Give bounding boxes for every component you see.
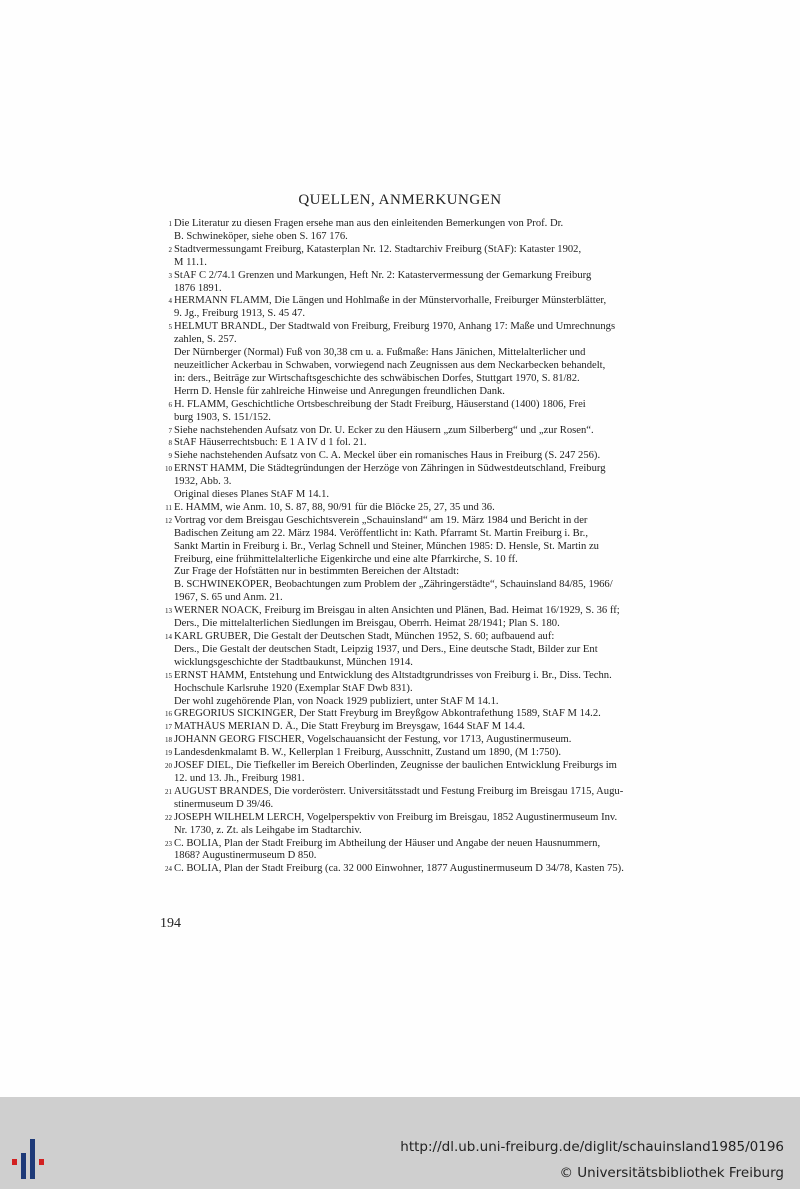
- note-line: burg 1903, S. 151/152.: [174, 411, 271, 423]
- note-item: [160, 708, 640, 721]
- note-line: wicklungsgeschichte der Stadtbaukunst, München 1914.: [174, 656, 413, 668]
- note-line: Hochschule Karlsruhe 1920 (Exemplar StAF Dwb 831).: [174, 682, 413, 694]
- note-line: StAF Häuserrechtsbuch: E 1 A IV d 1 fol. 21.: [174, 437, 367, 449]
- note-line: HERMANN FLAMM, Die Längen und Hohlmaße in der Münstervorhalle, Freiburger Münsterblätter,: [174, 295, 607, 307]
- note-line: MATHÄUS MERIAN D. Ä., Die Statt Freyburg im Breysgaw, 1644 StAF M 14.4.: [174, 721, 526, 733]
- note-number: 20: [165, 762, 172, 771]
- note-number: 7: [168, 426, 172, 435]
- note-line: neuzeitlicher Ackerbau in Schwaben, vorwiegend nach Zeugnissen aus dem Neckarbecken behandelt,: [174, 359, 606, 371]
- note-line: KARL GRUBER, Die Gestalt der Deutschen Stadt, München 1952, S. 60; aufbauend auf:: [174, 631, 555, 642]
- note-number: 3: [168, 271, 172, 280]
- note-item: [160, 721, 640, 734]
- note-line: ERNST HAMM, Entstehung und Entwicklung des Altstadtgrundrisses von Freiburg i. Br., Diss. Techn.: [174, 669, 612, 681]
- note-item: [160, 218, 640, 244]
- note-line: Zur Frage der Hofstätten nur in bestimmten Bereichen der Altstadt:: [174, 566, 460, 578]
- note-item: [160, 760, 640, 786]
- note-line: Herrn D. Hensle für zahlreiche Hinweise und Anregungen freundlichen Dank.: [174, 385, 505, 397]
- note-line: JOSEF DIEL, Die Tiefkeller im Bereich Oberlinden, Zeugnisse der baulichen Entwicklung Freiburgs im: [174, 760, 617, 772]
- note-line: E. HAMM, wie Anm. 10, S. 87, 88, 90/91 für die Blöcke 25, 27, 35 und 36.: [174, 501, 495, 513]
- note-line: JOSEPH WILHELM LERCH, Vogelperspektiv von Freiburg im Breisgau, 1852 Augustinermuseum Inv.: [174, 811, 618, 823]
- note-item: [160, 747, 640, 760]
- note-line: Landesdenkmalamt B. W., Kellerplan 1 Freiburg, Ausschnitt, Zustand um 1890, (M 1:750).: [174, 747, 562, 759]
- note-line: M 11.1.: [174, 256, 207, 268]
- note-line: C. BOLIA, Plan der Stadt Freiburg (ca. 32 000 Einwohner, 1877 Augustinermuseum D 34/78, Kasten 75).: [174, 863, 624, 875]
- note-line: zahlen, S. 257.: [174, 334, 237, 346]
- note-line: 1868? Augustinermuseum D 850.: [174, 850, 317, 862]
- note-line: stinermuseum D 39/46.: [174, 798, 274, 810]
- note-line: Freiburg, eine frühmittelalterliche Eigenkirche und eine alte Pfarrkirche, S. 10 ff.: [174, 553, 518, 565]
- note-number: 4: [168, 297, 172, 306]
- note-line: B. Schwineköper, siehe oben S. 167 176.: [174, 230, 348, 242]
- note-number: 14: [165, 633, 172, 641]
- note-item: [160, 463, 640, 502]
- note-item: [160, 295, 640, 321]
- note-item: [160, 425, 640, 438]
- note-line: 9. Jg., Freiburg 1913, S. 45 47.: [174, 308, 306, 320]
- note-line: Stadtvermessungamt Freiburg, Katasterplan Nr. 12. Stadtarchiv Freiburg (StAF): Kataster 1902,: [174, 243, 582, 255]
- note-number: 19: [165, 749, 172, 758]
- note-line: HELMUT BRANDL, Der Stadtwald von Freiburg, Freiburg 1970, Anhang 17: Maße und Umrechnungs: [174, 321, 616, 333]
- note-item: [160, 863, 640, 876]
- note-line: ERNST HAMM, Die Städtegründungen der Herzöge von Zähringen in Südwestdeutschland, Freiburg: [174, 463, 606, 475]
- note-item: [160, 321, 640, 398]
- note-item: [160, 502, 640, 515]
- note-number: 9: [168, 452, 172, 461]
- notes-list: [160, 218, 640, 876]
- note-number: 15: [165, 671, 172, 680]
- note-line: B. SCHWINEKÖPER, Beobachtungen zum Problem der „Zähringerstädte“, Schauinsland 84/85, 1966/: [174, 579, 613, 591]
- note-line: Siehe nachstehenden Aufsatz von Dr. U. Ecker zu den Häusern „zum Silberberg“ und „zur Rosen“.: [174, 424, 594, 436]
- note-line: Badischen Zeitung am 22. März 1984. Veröffentlicht in: Kath. Pfarramt St. Martin Freiburg i. Br.,: [174, 527, 588, 539]
- note-item: [160, 734, 640, 747]
- note-line: 1932, Abb. 3.: [174, 476, 232, 488]
- note-number: 16: [165, 710, 172, 719]
- note-line: Ders., Die Gestalt der deutschen Stadt, Leipzig 1937, und Ders., Eine deutsche Stadt, Bilder zur Ent: [174, 643, 598, 655]
- note-item: [160, 605, 640, 631]
- note-number: 18: [165, 736, 172, 745]
- note-line: H. FLAMM, Geschichtliche Ortsbeschreibung der Stadt Freiburg, Häuserstand (1400) 1806, Frei: [174, 398, 586, 410]
- note-line: JOHANN GEORG FISCHER, Vogelschauansicht der Festung, vor 1713, Augustinermuseum.: [174, 734, 572, 746]
- footer-copyright: © Universitätsbibliothek Freiburg: [559, 1165, 784, 1181]
- note-line: C. BOLIA, Plan der Stadt Freiburg im Abtheilung der Häuser und Angabe der neuen Hausnummern,: [174, 837, 601, 849]
- note-item: [160, 515, 640, 605]
- note-number: 17: [165, 723, 172, 732]
- note-item: [160, 786, 640, 812]
- note-number: 24: [165, 865, 172, 874]
- note-number: 2: [168, 245, 172, 254]
- note-item: [160, 631, 640, 670]
- note-item: [160, 399, 640, 425]
- note-line: Ders., Die mittelalterlichen Siedlungen im Breisgau, Oberrh. Heimat 28/1941; Plan S. 180.: [174, 618, 560, 630]
- note-item: [160, 812, 640, 838]
- note-line: AUGUST BRANDES, Die vorderösterr. Universitätsstadt und Festung Freiburg im Breisgau 1715, Augu-: [174, 785, 624, 797]
- note-item: [160, 838, 640, 864]
- note-line: StAF C 2/74.1 Grenzen und Markungen, Heft Nr. 2: Katastervermessung der Gemarkung Freiburg: [174, 269, 592, 281]
- note-line: Nr. 1730, z. Zt. als Leihgabe im Stadtarchiv.: [174, 824, 362, 836]
- note-item: [160, 244, 640, 270]
- note-number: 11: [165, 503, 172, 512]
- note-line: Vortrag vor dem Breisgau Geschichtsverein „Schauinsland“ am 19. März 1984 und Bericht in der: [174, 514, 588, 526]
- note-line: Der Nürnberger (Normal) Fuß von 30,38 cm u. a. Fußmaße: Hans Jänichen, Mittelalterlicher und: [174, 347, 586, 359]
- note-number: 12: [165, 516, 172, 525]
- note-number: 22: [165, 813, 172, 822]
- page-number: 194: [160, 916, 181, 931]
- note-line: Siehe nachstehenden Aufsatz von C. A. Meckel über ein romanisches Haus in Freiburg (S. 247 256).: [174, 450, 601, 462]
- note-line: 1967, S. 65 und Anm. 21.: [174, 592, 283, 604]
- note-line: 12. und 13. Jh., Freiburg 1981.: [174, 772, 305, 784]
- note-item: [160, 450, 640, 463]
- note-item: [160, 670, 640, 709]
- note-number: 10: [165, 465, 172, 474]
- note-line: Der wohl zugehörende Plan, von Noack 1929 publiziert, unter StAF M 14.1.: [174, 695, 499, 707]
- footer-url-link[interactable]: http://dl.ub.uni-freiburg.de/diglit/schauinsland1985/0196: [400, 1139, 784, 1155]
- note-number: 6: [168, 400, 172, 409]
- note-number: 21: [165, 787, 172, 796]
- note-item: [160, 437, 640, 450]
- note-line: GREGORIUS SICKINGER, Der Statt Freyburg im Breyßgow Abkontrafethung 1589, StAF M 14.2.: [174, 708, 601, 720]
- note-line: 1876 1891.: [174, 282, 222, 294]
- note-number: 5: [168, 323, 172, 332]
- note-line: in: ders., Beiträge zur Wirtschaftsgeschichte des schwäbischen Dorfes, Stuttgart 1970, S. 81/82.: [174, 372, 580, 384]
- note-item: [160, 270, 640, 296]
- note-number: 23: [165, 839, 172, 848]
- note-number: 1: [168, 220, 172, 228]
- ub-freiburg-logo-icon[interactable]: [10, 1135, 54, 1181]
- note-line: Original dieses Planes StAF M 14.1.: [174, 489, 330, 501]
- note-line: Die Literatur zu diesen Fragen ersehe man aus den einleitenden Bemerkungen von Prof. Dr.: [174, 218, 564, 229]
- note-line: Sankt Martin in Freiburg i. Br., Verlag Schnell und Steiner, München 1985: D. Hensle, St. Martin zu: [174, 540, 599, 552]
- note-number: 13: [165, 607, 172, 616]
- page-title: QUELLEN, ANMERKUNGEN: [298, 192, 502, 208]
- note-line: WERNER NOACK, Freiburg im Breisgau in alten Ansichten und Plänen, Bad. Heimat 16/1929, S. 36 ff;: [174, 605, 620, 617]
- note-number: 8: [168, 439, 172, 448]
